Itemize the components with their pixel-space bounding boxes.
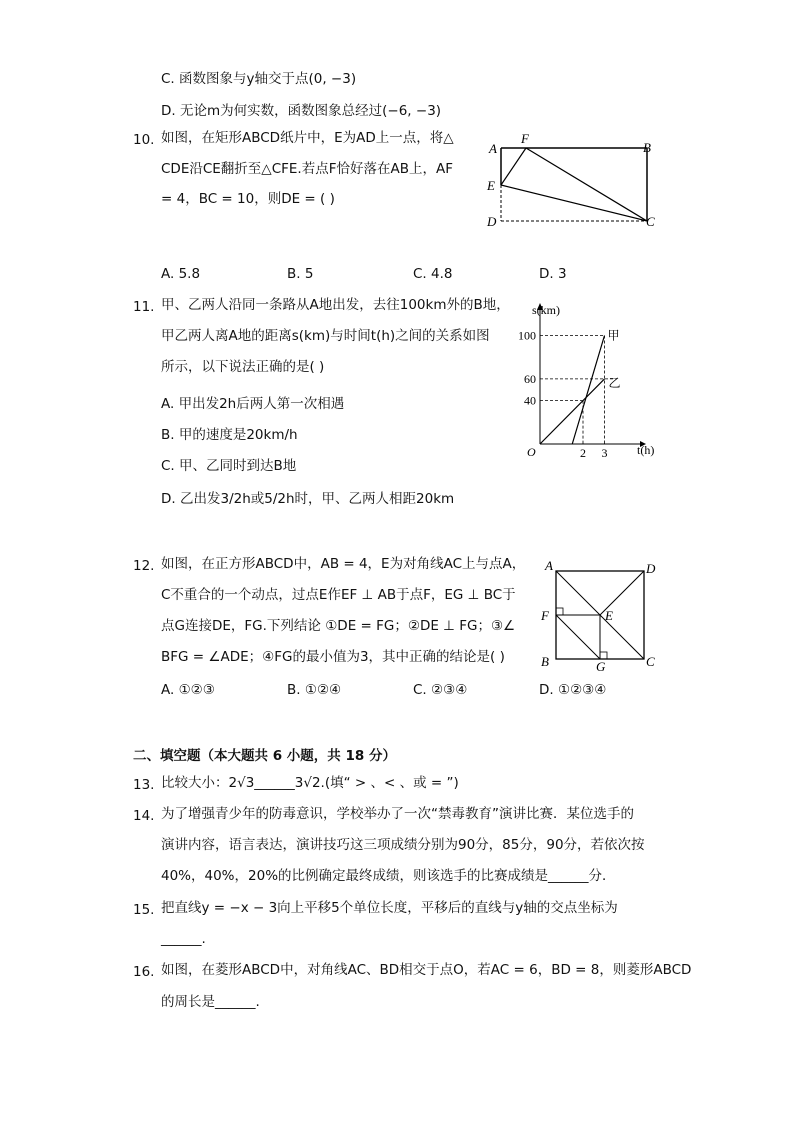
q10-option-b: B. 5	[287, 266, 314, 282]
q12-option-b: B. ①②④	[287, 682, 342, 698]
q10-number: 10.	[133, 132, 155, 148]
q11-xtick-3: 3	[601, 446, 608, 460]
q15-line-2: ______.	[161, 931, 206, 947]
q11-ytick-40: 40	[524, 393, 536, 408]
q10-label-d: D	[487, 214, 497, 229]
q11-xtick-2: 2	[580, 446, 586, 460]
q11-series-line-0	[572, 336, 604, 445]
q10-segment-ec	[501, 185, 647, 221]
q10-label-b: B	[643, 140, 651, 155]
q10-label-f: F	[521, 131, 529, 146]
q12-label-c: C	[646, 654, 655, 669]
q11-series-label-yi: 乙	[608, 375, 621, 390]
q11-ytick-100: 100	[518, 328, 536, 343]
q16-line-2: 的周长是______.	[161, 994, 260, 1010]
q10-option-a: A. 5.8	[161, 266, 201, 282]
q11-origin-label: O	[527, 445, 536, 459]
q11-y-axis-label: s(km)	[532, 303, 560, 317]
q11-x-axis-label: t(h)	[637, 443, 655, 457]
q12-label-d: D	[646, 561, 656, 576]
section-2-title: 二、填空题（本大题共 6 小题，共 18 分）	[133, 748, 396, 764]
q12-option-c: C. ②③④	[413, 682, 468, 698]
q12-label-b: B	[541, 654, 549, 669]
q11-tick-labels	[518, 329, 608, 461]
q15-number: 15.	[133, 902, 155, 918]
q11-option-b: B. 甲的速度是20km/h	[161, 427, 298, 443]
q12-label-a: A	[545, 558, 553, 573]
q12-right-angle-f	[556, 608, 563, 615]
q12-line-4: BFG = ∠ADE；④FG的最小值为3，其中正确的结论是( )	[161, 649, 505, 665]
q10-label-e: E	[487, 178, 495, 193]
q11-number: 11.	[133, 299, 155, 315]
q10-segment-fc	[526, 148, 647, 221]
q11-line-1: 甲、乙两人沿同一条路从A地出发，去往100km外的B地，	[161, 297, 510, 313]
q11-line-3: 所示，以下说法正确的是( )	[161, 359, 325, 375]
q10-rectangle-figure	[480, 128, 660, 238]
q10-option-d: D. 3	[539, 266, 567, 282]
q11-series-label-jia: 甲	[607, 328, 620, 343]
q11-line-2: 甲乙两人离A地的距离s(km)与时间t(h)之间的关系如图	[161, 328, 490, 344]
q10-label-c: C	[646, 214, 655, 229]
q10-line-3: = 4，BC = 10，则DE = ( )	[161, 191, 335, 207]
q11-series-lines	[540, 336, 605, 445]
q11-option-c: C. 甲、乙同时到达B地	[161, 458, 297, 474]
q16-line-1: 如图，在菱形ABCD中，对角线AC、BD相交于点O，若AC = 6，BD = 8，则菱形ABCD	[161, 962, 692, 978]
q12-line-3: 点G连接DE，FG.下列结论 ①DE = FG；②DE ⊥ FG；③∠	[161, 618, 516, 634]
q10-line-2: CDE沿CE翻折至△CFE.若点F恰好落在AB上，AF	[161, 161, 453, 177]
q10-line-1: 如图，在矩形ABCD纸片中，E为AD上一点，将△	[161, 130, 454, 146]
q12-option-a: A. ①②③	[161, 682, 215, 698]
q12-square-figure	[535, 558, 665, 673]
q12-line-1: 如图，在正方形ABCD中，AB = 4，E为对角线AC上与点A，	[161, 556, 526, 572]
q13-text: 比较大小：2√3______3√2.(填“ > 、< 、或 = ”)	[161, 775, 459, 791]
q15-line-1: 把直线y = −x − 3向上平移5个单位长度，平移后的直线与y轴的交点坐标为	[161, 900, 618, 916]
q10-option-c: C. 4.8	[413, 266, 453, 282]
q12-right-angle-g	[600, 652, 607, 659]
q11-ytick-60: 60	[524, 371, 536, 386]
q12-number: 12.	[133, 558, 155, 574]
q10-segment-ef	[501, 148, 526, 185]
q12-label-g: G	[596, 659, 606, 673]
q16-number: 16.	[133, 964, 155, 980]
q9-option-d: D. 无论m为何实数，函数图象总经过(−6, −3)	[161, 103, 442, 119]
q14-line-3: 40%，40%，20%的比例确定最终成绩，则该选手的比赛成绩是______分．	[161, 868, 616, 884]
q14-number: 14.	[133, 808, 155, 824]
q10-label-a: A	[489, 141, 497, 156]
q14-line-1: 为了增强青少年的防毒意识，学校举办了一次“禁毒教育”演讲比赛．某位选手的	[161, 806, 634, 822]
q14-line-2: 演讲内容，语言表达，演讲技巧这三项成绩分别为90分，85分，90分，若依次按	[161, 837, 645, 853]
q12-line-2: C不重合的一个动点，过点E作EF ⊥ AB于点F，EG ⊥ BC于	[161, 587, 516, 603]
q13-number: 13.	[133, 777, 155, 793]
q11-distance-time-chart	[505, 296, 665, 461]
q12-option-d: D. ①②③④	[539, 682, 607, 698]
q11-series-line-1	[540, 379, 605, 444]
q12-label-e: E	[605, 608, 613, 623]
q11-option-a: A. 甲出发2h后两人第一次相遇	[161, 396, 345, 412]
q12-segment-fg	[556, 615, 600, 659]
q11-option-d: D. 乙出发3/2h或5/2h时，甲、乙两人相距20km	[161, 491, 455, 507]
q9-option-c: C. 函数图象与y轴交于点(0, −3)	[161, 71, 357, 87]
q12-label-f: F	[541, 608, 549, 623]
